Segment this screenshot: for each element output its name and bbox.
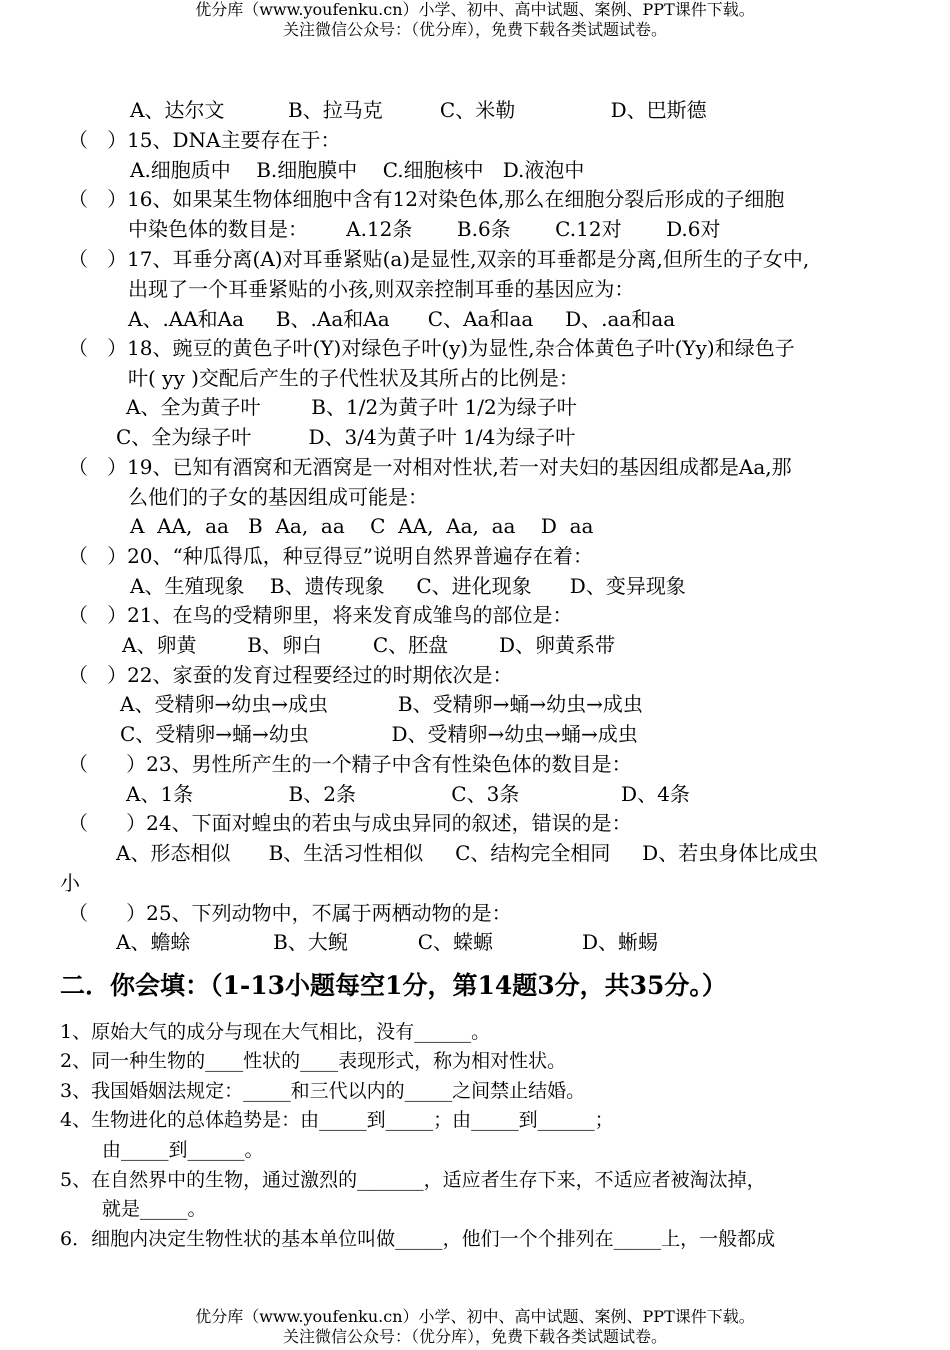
question-line: （ ）18、豌豆的黄色子叶(Y)对绿色子叶(y)为显性,杂合体黄色子叶(Yy)和绿色子 [68, 336, 795, 360]
question-line: A、1条 B、2条 C、3条 D、4条 [126, 782, 690, 806]
fill-line: 6．细胞内决定生物性状的基本单位叫做_____，他们一个个排列在_____上，一般都成 [60, 1228, 776, 1250]
question-line: （ ）24、下面对蝗虫的若虫与成虫异同的叙述，错误的是： [68, 811, 632, 835]
question-line: 中染色体的数目是： A.12条 B.6条 C.12对 D.6对 [128, 217, 721, 241]
question-line: A、受精卵→幼虫→成虫 B、受精卵→蛹→幼虫→成虫 [120, 692, 643, 716]
question-line: A、蟾蜍 B、大鲵 C、蝾螈 D、蜥蜴 [116, 930, 659, 954]
fill-line: 5、在自然界中的生物，通过激烈的_______，适应者生存下来，不适应者被淘汰掉， [60, 1169, 766, 1191]
question-line: 么他们的子女的基因组成可能是： [128, 485, 428, 509]
header-line-2: 关注微信公众号：（优分库），免费下载各类试题试卷。 [282, 20, 667, 39]
question-line: A、生殖现象 B、遗传现象 C、进化现象 D、变异现象 [130, 574, 686, 598]
fill-line: 4、生物进化的总体趋势是：由_____到_____；由_____到______； [60, 1109, 614, 1131]
page-footer [0, 1307, 950, 1347]
fill-line: 就是_____。 [102, 1198, 207, 1220]
question-line: A、达尔文 B、拉马克 C、米勒 D、巴斯德 [130, 98, 707, 122]
question-line: （ ）15、DNA主要存在于： [68, 128, 341, 152]
question-line: A AA, aa B Aa, aa C AA, Aa, aa D aa [130, 514, 594, 538]
footer-line-1: 优分库（www.youfenku.cn）小学、初中、高中试题、案例、PPT课件下载。 [195, 1307, 755, 1326]
footer-line-2: 关注微信公众号：（优分库），免费下载各类试题试卷。 [282, 1327, 667, 1346]
question-line: 出现了一个耳垂紧贴的小孩,则双亲控制耳垂的基因应为： [128, 277, 635, 301]
section-2-heading: 二．你会填：（1-13小题每空1分，第14题3分，共35分。） [60, 971, 727, 1000]
fill-line: 1、原始大气的成分与现在大气相比，没有______。 [60, 1021, 491, 1043]
page-header [0, 0, 950, 40]
question-line: A、形态相似 B、生活习性相似 C、结构完全相同 D、若虫身体比成虫 [116, 841, 819, 865]
question-line: （ ）21、在鸟的受精卵里，将来发育成雏鸟的部位是： [68, 603, 573, 627]
fill-line: 由_____到______。 [102, 1139, 264, 1161]
question-line: （ ）17、耳垂分离(A)对耳垂紧贴(a)是显性,双亲的耳垂都是分离,但所生的子女中, [68, 247, 810, 271]
question-line: （ ）23、男性所产生的一个精子中含有性染色体的数目是： [68, 752, 632, 776]
question-line: C、全为绿子叶 D、3/4为黄子叶 1/4为绿子叶 [116, 425, 576, 449]
question-line: （ ）22、家蚕的发育过程要经过的时期依次是： [68, 663, 513, 687]
question-line: （ ）20、“种瓜得瓜，种豆得豆”说明自然界普遍存在着： [68, 544, 593, 568]
question-line: （ ）16、如果某生物体细胞中含有12对染色体,那么在细胞分裂后形成的子细胞 [68, 187, 785, 211]
question-line: A、.AA和Aa B、.Aa和Aa C、Aa和aa D、.aa和aa [128, 307, 676, 331]
fill-line: 2、同一种生物的____性状的____表现形式，称为相对性状。 [60, 1050, 567, 1072]
question-line: A.细胞质中 B.细胞膜中 C.细胞核中 D.液泡中 [130, 158, 585, 182]
question-line: （ ）25、下列动物中，不属于两栖动物的是： [68, 901, 512, 925]
question-line: 小 [60, 871, 80, 895]
header-line-1: 优分库（www.youfenku.cn）小学、初中、高中试题、案例、PPT课件下载。 [195, 0, 755, 19]
fill-line: 3、我国婚姻法规定：_____和三代以内的_____之间禁止结婚。 [60, 1080, 586, 1102]
question-line: （ ）19、已知有酒窝和无酒窝是一对相对性状,若一对夫妇的基因组成都是Aa,那 [68, 455, 792, 479]
question-line: C、受精卵→蛹→幼虫 D、受精卵→幼虫→蛹→成虫 [120, 722, 638, 746]
question-line: 叶( yy )交配后产生的子代性状及其所占的比例是： [128, 366, 579, 390]
question-line: A、全为黄子叶 B、1/2为黄子叶 1/2为绿子叶 [126, 395, 577, 419]
question-line: A、卵黄 B、卵白 C、胚盘 D、卵黄系带 [122, 633, 616, 657]
